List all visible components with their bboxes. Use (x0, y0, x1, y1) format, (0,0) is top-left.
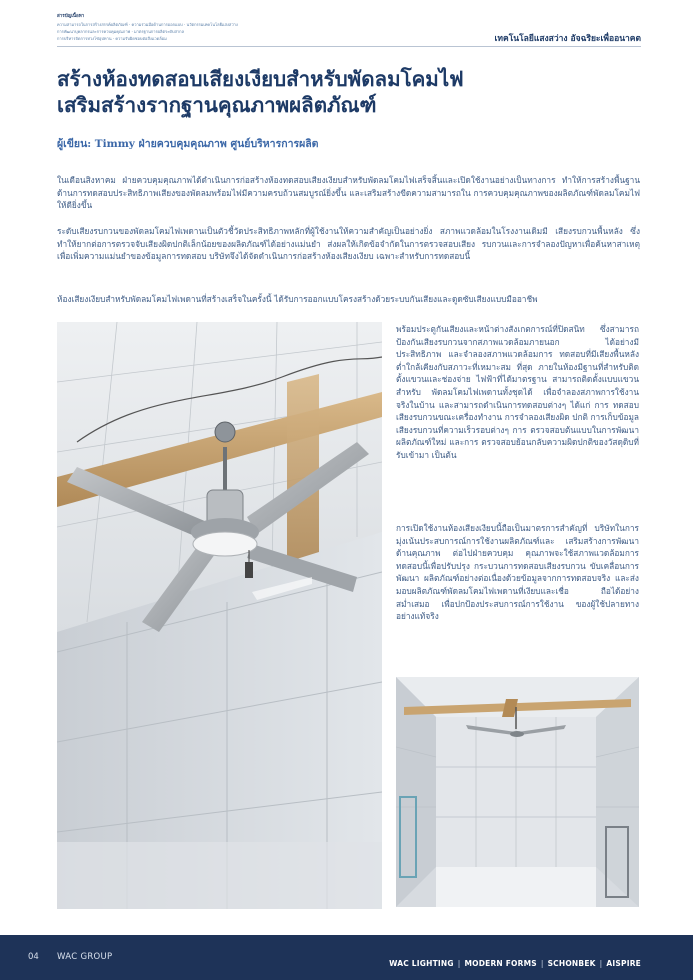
toc-line: ความสามารถในการสร้างสรรค์ผลิตภัณฑ์ · ความร่วมมือด้านการออกแบบ · นวัตกรรมเทคโนโลยีแสงสว่าง (57, 22, 238, 27)
page-footer (0, 935, 693, 980)
article-paragraph-2: ระดับเสียงรบกวนของพัดลมโคมไฟเพดานเป็นตัวชี้วัดประสิทธิภาพหลักที่ผู้ใช้งานให้ความสำคัญเป็นอย่างยิ่ง สภาพแวดล้อมในโรงงานเดิมมี เสียงรบกวนพื้นหลัง ซึ่งทำให้ยากต่อการตรวจจับเสียงผิดปกติเล็กน้อยของผลิตภัณฑ์ได้อย่างแม่นยำ ส่งผลให้เกิดข้อจำกัดในการตรวจสอบเสียง รบกวนและการจำลองปัญหาเพื่อค้นหาสาเหตุ เพื่อเพิ่มความแม่นยำของข้อมูลการทดสอบ บริษัทจึงได้จัดดำเนินการก่อสร้างห้องเสียงเงียบ เฉพาะสำหรับการทดสอบนี้ (57, 226, 640, 262)
brand-schonbek: SCHONBEK (547, 959, 596, 968)
brand-modern-forms: MODERN FORMS (464, 959, 537, 968)
article-paragraph-3: ห้องเสียงเงียบสำหรับพัดลมโคมไฟเพดานที่สร้างเสร็จในครั้งนี้ ได้รับการออกแบบโครงสร้างด้วยระบบกันเสียงและดูดซับเสียงแบบมืออาชีพ (57, 294, 538, 304)
toc-line: การพัฒนาบุคลากรและการควบคุมคุณภาพ · มาตรฐานการผลิตระดับสากล (57, 29, 185, 34)
article-title-line2: เสริมสร้างรากฐานคุณภาพผลิตภัณฑ์ (57, 93, 377, 117)
article-title-line1: สร้างห้องทดสอบเสียงเงียบสำหรับพัดลมโคมไฟ (57, 67, 464, 91)
brand-aispire: AISPIRE (606, 959, 641, 968)
article-author: ผู้เขียน: Timmy ฝ่ายควบคุมคุณภาพ ศูนย์บริหารการผลิต (57, 138, 319, 150)
brand-separator: | (540, 959, 544, 968)
company-name: WAC GROUP (57, 952, 113, 962)
column-paragraph-2: การเปิดใช้งานห้องเสียงเงียบนี้ถือเป็นมาตรการสำคัญที่ บริษัทในการมุ่งเน้นประสบการณ์การใช้งานผลิตภัณฑ์และ เสริมสร้างการพัฒนาด้านคุณภาพ ต่อไปฝ่ายควบคุม คุณภาพจะใช้สภาพแวดล้อมการทดสอบนี้เพื่อปรับปรุง กระบวนการทดสอบเสียงรบกวน ขับเคลื่อนการพัฒนา ผลิตภัณฑ์อย่างต่อเนื่องด้วยข้อมูลจากการทดสอบจริง และส่งมอบผลิตภัณฑ์พัดลมโคมไฟเพดานที่เงียบและเชื่อ ถือได้อย่างสม่ำเสมอ เพื่อปกป้องประสบการณ์การใช้งาน ของผู้ใช้ปลายทางอย่างแท้จริง (396, 523, 639, 622)
brand-wac-lighting: WAC LIGHTING (389, 959, 454, 968)
article-paragraph-1: ในเดือนสิงหาคม ฝ่ายควบคุมคุณภาพได้ดำเนินการก่อสร้างห้องทดสอบเสียงเงียบสำหรับพัดลมโคมไฟเสร็จสิ้นและเปิดใช้งานอย่างเป็นทางการ ทำให้การสร้างพื้นฐานด้านการทดสอบประสิทธิภาพเสียงของพัดลมพร้อมไฟมีความครบถ้วนสมบูรณ์ยิ่งขึ้น และเสริมสร้างขีดความสามารถใน การควบคุมคุณภาพของผลิตภัณฑ์พัดลมโคมไฟให้ดียิ่งขึ้น (57, 175, 640, 211)
toc-line: การบริหารจัดการห่วงโซ่อุปทาน · ความรับผิดชอบต่อสิ่งแวดล้อม (57, 36, 167, 41)
article-title (57, 66, 647, 118)
table-of-contents (57, 12, 317, 42)
ceiling-fan-photo (57, 322, 382, 909)
brand-separator: | (599, 959, 603, 968)
brand-list (389, 959, 641, 968)
header-tagline: เทคโนโลยีแสงสว่าง อัจฉริยะเพื่ออนาคต (494, 34, 641, 44)
test-room-photo (396, 677, 639, 907)
column-paragraph-1: พร้อมประตูกันเสียงและหน้าต่างสังเกตการณ์ที่ปิดสนิท ซึ่งสามารถป้องกันเสียงรบกวนจากสภาพแวดล้อมภายนอก ได้อย่างมีประสิทธิภาพ และจำลองสภาพแวดล้อมการ ทดสอบที่มีเสียงพื้นหลังต่ำใกล้เคียงกับสภาวะที่เหมาะสม ที่สุด ภายในห้องมีฐานที่สำหรับติดตั้งแขวนและช่องจ่าย ไฟฟ้าที่ได้มาตรฐาน สามารถติดตั้งแบบแขวนสำหรับ พัดลมโคมไฟเพดานทั้งชุดได้ เพื่อจำลองสภาพการใช้งาน จริงในบ้าน และสามารถดำเนินการทดสอบต่างๆ ได้แก่ การ ทดสอบเสียงรบกวนขณะเครื่องทำงาน การจำลองเสียงผิด ปกติ การเก็บข้อมูลเสียงรบกวนที่ความเร็วรอบต่างๆ การ ตรวจสอบต้นแบบในการพัฒนาผลิตภัณฑ์ใหม่ และการ ตรวจสอบย้อนกลับความผิดปกติของวัสดุดิบที่รับเข้ามา เป็นต้น (396, 324, 640, 460)
header-divider (57, 46, 641, 47)
page-number: 04 (28, 952, 39, 962)
toc-title: สารบัญเนื้อหา (57, 14, 85, 19)
brand-separator: | (457, 959, 461, 968)
